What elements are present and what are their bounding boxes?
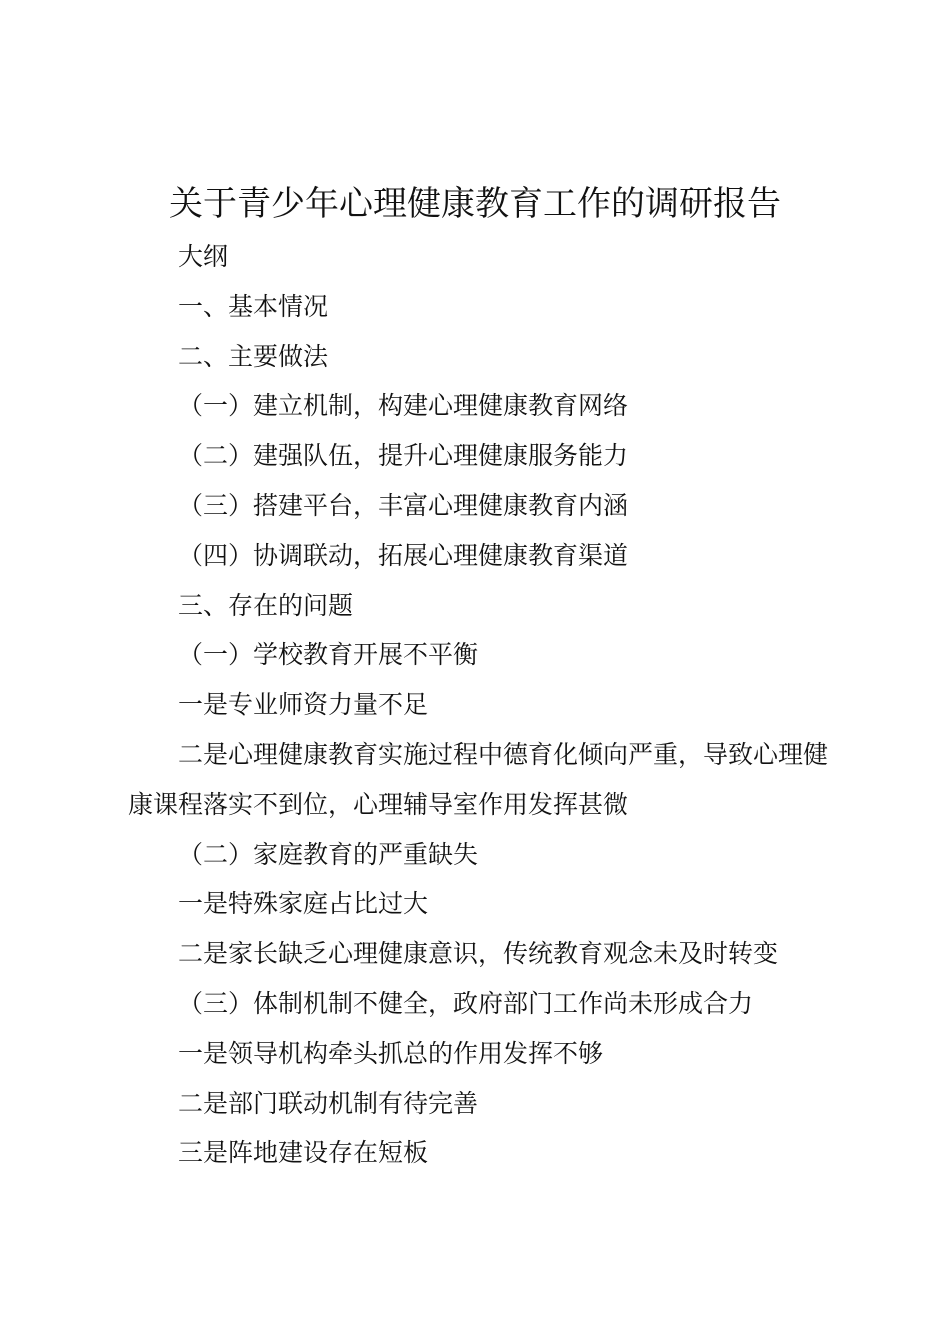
outline [128,232,838,1178]
subsection-item: （三）体制机制不健全，政府部门工作尚未形成合力 [178,988,754,1018]
subsection-item: （二）家庭教育的严重缺失 [178,839,479,869]
outline-heading: 大纲 [178,242,229,271]
point-item: 一是特殊家庭占比过大 [178,889,429,919]
subsection-item: （二）建强队伍，提升心理健康服务能力 [178,441,629,471]
subsection-item: （三）搭建平台，丰富心理健康教育内涵 [178,490,629,520]
point-item: 三是阵地建设存在短板 [178,1138,429,1168]
section-heading-basic-situation: 一、基本情况 [178,291,329,321]
subsection-item: （一）学校教育开展不平衡 [178,640,479,670]
subsection-item: （一）建立机制，构建心理健康教育网络 [178,391,629,421]
point-item: 二是家长缺乏心理健康意识，传统教育观念未及时转变 [178,939,779,969]
document-title: 关于青少年心理健康教育工作的调研报告 [169,184,781,224]
point-item: 一是专业师资力量不足 [178,690,429,720]
subsection-item: （四）协调联动，拓展心理健康教育渠道 [178,540,629,570]
point-item: 二是心理健康教育实施过程中德育化倾向严重，导致心理健康课程落实不到位，心理辅导室作用发挥甚微 [128,739,829,819]
section-heading-problems: 三、存在的问题 [178,590,354,620]
section-heading-main-practices: 二、主要做法 [178,341,329,371]
point-item: 一是领导机构牵头抓总的作用发挥不够 [178,1038,604,1068]
point-item: 二是部门联动机制有待完善 [178,1088,479,1118]
